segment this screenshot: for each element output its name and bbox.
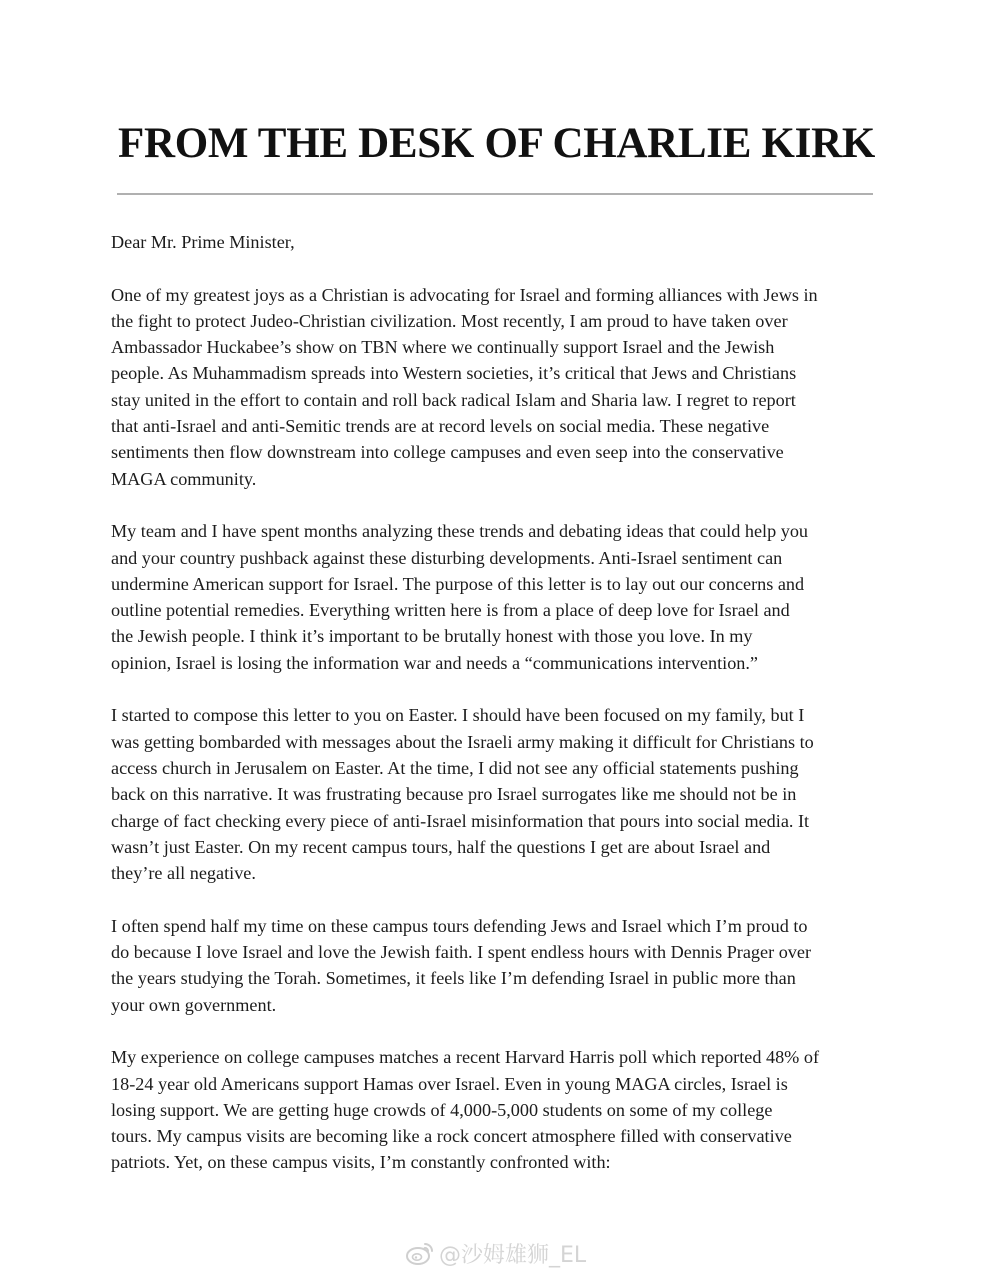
paragraph-line: My team and I have spent months analyzing these trends and debating ideas that could help you [111, 521, 809, 542]
paragraph-line: undermine American support for Israel. The purpose of this letter is to lay out our concerns and [111, 573, 805, 594]
paragraph-line: opinion, Israel is losing the information war and needs a “communications intervention.” [111, 652, 759, 673]
paragraph-4 [111, 913, 886, 1018]
paragraph-line: they’re all negative. [111, 863, 256, 884]
paragraph-line: losing support. We are getting huge crowds of 4,000-5,000 students on some of my college [111, 1099, 773, 1120]
watermark-text: @沙姆雄狮_EL [439, 1242, 587, 1268]
paragraph-line: access church in Jerusalem on Easter. At the time, I did not see any official statements pushing [111, 757, 799, 778]
letter-body [111, 229, 886, 1202]
paragraph-line: the fight to protect Judeo-Christian civilization. Most recently, I am proud to have taken over [111, 310, 788, 331]
paragraph-line: back on this narrative. It was frustrating because pro Israel surrogates like me should not be in [111, 784, 797, 805]
paragraph-line: MAGA community. [111, 468, 257, 489]
paragraph-line: My experience on college campuses matches a recent Harvard Harris poll which reported 48% of [111, 1047, 820, 1068]
letterhead-title: FROM THE DESK OF CHARLIE KIRK [117, 120, 876, 167]
paragraph-line: was getting bombarded with messages about the Israeli army making it difficult for Christians to [111, 731, 814, 752]
header-divider [117, 193, 873, 195]
paragraph-1 [111, 282, 886, 492]
paragraph-5 [111, 1044, 886, 1175]
paragraph-line: charge of fact checking every piece of anti-Israel misinformation that pours into social media. It [111, 810, 810, 831]
paragraph-line: the years studying the Torah. Sometimes, it feels like I’m defending Israel in public more than [111, 968, 796, 989]
paragraph-line: the Jewish people. I think it’s important to be brutally honest with those you love. In my [111, 626, 753, 647]
paragraph-line: One of my greatest joys as a Christian is advocating for Israel and forming alliances with Jews in [111, 284, 818, 305]
paragraph-3 [111, 702, 886, 886]
paragraph-line: wasn’t just Easter. On my recent campus tours, half the questions I get are about Israel and [111, 836, 771, 857]
paragraph-line: I often spend half my time on these campus tours defending Jews and Israel which I’m proud to [111, 915, 808, 936]
watermark [405, 1238, 586, 1268]
paragraph-line: do because I love Israel and love the Jewish faith. I spent endless hours with Dennis Prager over [111, 942, 812, 963]
weibo-icon [405, 1240, 435, 1266]
paragraph-line: outline potential remedies. Everything written here is from a place of deep love for Israel and [111, 600, 790, 621]
paragraph-line: stay united in the effort to contain and roll back radical Islam and Sharia law. I regret to report [111, 389, 796, 410]
paragraph-line: sentiments then flow downstream into college campuses and even seep into the conservative [111, 442, 784, 463]
paragraph-2 [111, 518, 886, 676]
paragraph-line: I started to compose this letter to you on Easter. I should have been focused on my family, but I [111, 705, 805, 726]
paragraph-line: patriots. Yet, on these campus visits, I’m constantly confronted with: [111, 1152, 611, 1173]
paragraph-line: tours. My campus visits are becoming like a rock concert atmosphere filled with conservative [111, 1126, 792, 1147]
paragraph-line: and your country pushback against these disturbing developments. Anti-Israel sentiment can [111, 547, 783, 568]
salutation: Dear Mr. Prime Minister, [111, 232, 295, 252]
paragraph-line: that anti-Israel and anti-Semitic trends are at record levels on social media. These negative [111, 416, 770, 437]
paragraph-line: Ambassador Huckabee’s show on TBN where we continually support Israel and the Jewish [111, 337, 775, 358]
paragraph-line: people. As Muhammadism spreads into Western societies, it’s critical that Jews and Christians [111, 363, 797, 384]
paragraph-line: your own government. [111, 994, 277, 1015]
paragraph-line: 18-24 year old Americans support Hamas over Israel. Even in young MAGA circles, Israel is [111, 1073, 788, 1094]
